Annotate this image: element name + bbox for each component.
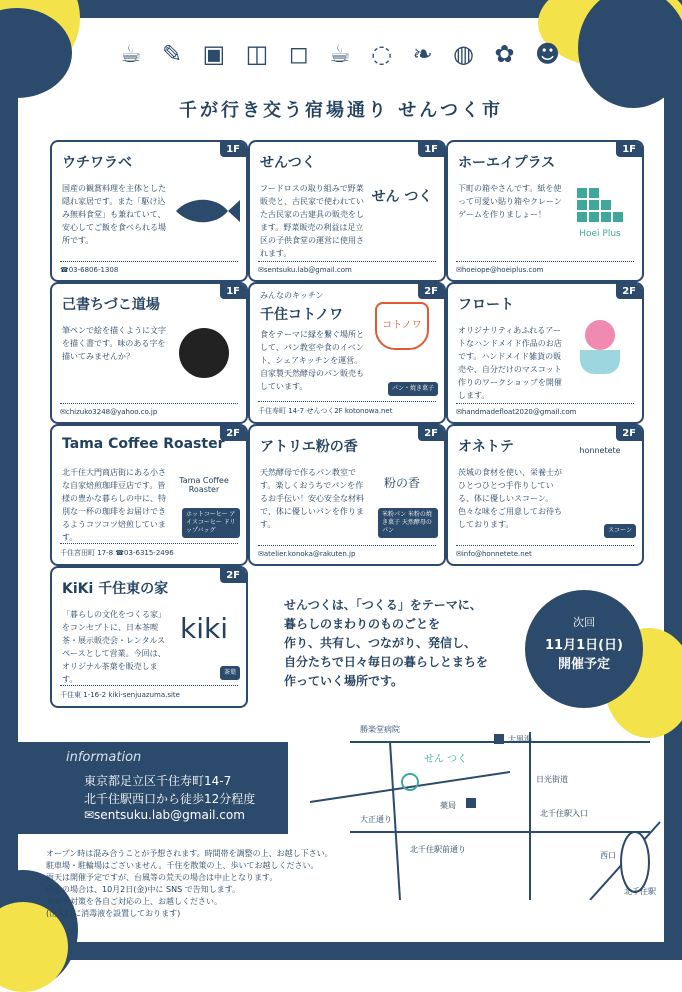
floor-badge: 2F [418,284,444,299]
tagline-line: 暮らしのまわりのものごとを [284,617,441,631]
notes [46,848,446,920]
calligraphy-icon [172,328,236,388]
note-line: コロナ対策を各自ご対応の上、お越しください。 [46,897,222,906]
shop-contact: ✉sentsuku.lab@gmail.com [258,261,436,274]
next-label: 次回 [573,616,595,629]
fish-icon: ❧ [412,40,433,68]
blue-blob [578,0,682,108]
shop-contact: ✉info@honnetete.net [456,545,634,558]
shop-name: ウチワラベ [62,155,132,171]
shop-description: フードロスの取り組みで野菜販売と、古民家で使われていた古民家の古建具の販売をします。野菜販売の利益は足立区の子供食堂の運営に使用されます。 [260,184,364,258]
info-access: 北千住駅西口から徒歩12分程度 [84,792,256,806]
floor-badge: 2F [616,284,642,299]
pot-icon: ◍ [453,40,474,68]
jar-icon: ◻ [288,40,309,68]
shop-card-hoeiplus [446,140,644,282]
next-status: 開催予定 [557,657,610,672]
shop-logo: せん つく [371,189,433,205]
note-line: (出入口に消毒液を設置しております) [46,909,181,918]
shop-card-konoka [248,424,446,566]
shop-name: ホーエイプラス [458,155,556,171]
next-event-badge [525,590,643,708]
floor-badge: 2F [220,426,246,441]
shop-description: 食をテーマに縁を繋ぐ場所として、パン教室や食のイベント、シェアキッチンを運営。自家製天然酵母のパン販売もしています。 [260,330,364,391]
tagline-line: 作っていく場所です。 [284,674,404,688]
shop-logo: kiki [180,612,228,645]
shop-name: アトリエ粉の香 [260,439,358,455]
shop-name: オネトテ [458,439,514,455]
map-label: 北千住駅入口 [540,809,588,818]
teapot-icon: ☕ [329,40,351,68]
box-icon: ▣ [202,40,226,68]
shop-description: 天然酵母で作るパン教室です。楽しくおうちでパンを作るお手伝い！安心安全な材料で、体に優しいパンを作ります。 [260,468,364,529]
shop-card-kotonowa [248,282,446,424]
tagline [284,596,488,691]
shop-name: 千住コトノワ [260,307,344,323]
floor-badge: 1F [616,142,642,157]
shop-description: 北千住大門商店街にある小さな自家焙煎珈琲豆店です。皆様の豊かな暮らしの中に、特別な一杯の珈琲をお届けできるようコツコツ焙煎しています。 [62,468,166,542]
shop-description: 下町の箱やさんです。紙を使って可愛い貼り箱やクレーンゲームを作りましょー！ [458,184,562,219]
map-label: 北千住駅前通り [410,845,466,854]
shop-description: 茨城の食材を使い、栄養士がひとつひとつ手作りしている、体に優しいスコーン。色々な味をご用意してお待ちしております。 [458,468,562,529]
shop-card-float [446,282,644,424]
shop-description: 「暮らしの文化をつくる家」をコンセプトに、日本茶喫茶・展示販売会・レンタルスペースとして営業。今回は、オリジナル茶葉を販売します。 [62,610,166,684]
shop-card-kiki [50,566,248,708]
bread-icon: ◫ [245,40,269,68]
next-date: 11月1日(日) [544,638,624,653]
icon-row [120,40,560,68]
floor-badge: 2F [220,568,246,583]
note-line: オープン時は混み合うことが予想されます。時間帯を調整の上、お越し下さい。 [46,849,333,858]
map-label: 勝楽堂病院 [360,725,400,734]
shop-logo: 粉の香 [383,476,420,490]
tagline-line: 自分たちで日々毎日の暮らしとまちを [284,655,488,669]
shop-card-chizuko [50,282,248,424]
shop-name: KiKi 千住東の家 [62,581,169,597]
shop-description: 国産の観賞料理を主体とした隠れ家居です。また「駆け込み無料食堂」も兼ねていて、安心してご飯を食べられる場所です。 [62,184,166,245]
floor-badge: 1F [220,284,246,299]
shop-card-tama-coffee [50,424,248,566]
shop-subtitle: みんなのキッチン [260,291,324,300]
note-line: 雨天は開催予定ですが、台風等の荒天の場合は中止となります。 [46,873,278,882]
shop-name: せんつく [260,155,316,171]
info-heading: information [66,750,142,765]
shop-logo [568,186,632,246]
cup-icon: ☕ [120,40,142,68]
product-badge: スコーン [604,524,636,538]
shop-name: 己書ちづこ道場 [62,297,160,313]
map-label: 北千住駅 [624,887,656,896]
float-drink-icon [568,320,632,380]
product-badge: ホットコーヒー アイスコーヒー ドリップバッグ [182,508,240,538]
shop-description: 筆ペンで絵を描くように文字を描く書です。味のある字を描いてみませんか？ [62,326,166,361]
floor-badge: 2F [616,426,642,441]
map-label: 薬局 [440,801,456,810]
shop-contact: ✉chizuko3248@yahoo.co.jp [60,403,238,416]
vegetable-icon: ✿ [494,40,515,68]
shop-name: Tama Coffee Roaster [62,436,225,452]
info-email: ✉sentsuku.lab@gmail.com [84,808,245,822]
shop-contact: 千住宮田町 17-8 ☎03-6315-2496 [60,543,238,558]
product-badge: パン・焼き菓子 [388,382,438,396]
poster-title: 千が行き交う宿場通り せんつく市 [179,100,503,121]
shop-name: フロート [458,297,514,313]
floor-badge: 1F [220,142,246,157]
pen-icon: ✎ [161,40,183,68]
shop-contact: ✉handmadefloat2020@gmail.com [456,403,634,416]
shop-contact: ✉atelier.konoka@rakuten.jp [258,545,436,558]
floor-badge: 1F [418,142,444,157]
logo-text: Hoei Plus [579,229,621,239]
map-label: せん つく [424,754,468,765]
shop-logo: honnetete [579,446,621,455]
map-label: 大正通り [360,815,392,824]
tagline-line: せんつくは、「つくる」をテーマに、 [284,598,482,612]
shop-description: オリジナリティあふれるアートなハンドメイド作品のお店です。ハンドメイド雑貨の販売や、自分だけのマスコット作りのワークショップを開催します。 [458,326,562,400]
shop-contact: 千住寿町 14-7 せんつく2F kotonowa.net [258,401,436,416]
tagline-line: 作り、共有し、つながり、発信し、 [284,636,477,650]
note-line: 駐車場・駐輪場はございません。千住を散策の上、歩いてお越しください。 [46,861,319,870]
shop-contact: ☎03-6806-1308 [60,261,238,274]
shop-contact: ✉hoeiope@hoeiplus.com [456,261,634,274]
product-badge: 茶葉 [220,666,240,680]
fish-icon [172,194,236,254]
shop-card-honnetete [446,424,644,566]
shop-card-sentsuku [248,140,446,282]
figure-icon: ☻ [534,40,560,68]
info-address: 東京都足立区千住寿町14-7 [84,774,232,788]
map-label: 日光街道 [536,775,568,784]
shop-card-uchiwarabe [50,140,248,282]
map-label: 西口 [600,851,616,860]
product-badge: 米粉パン 米粉の焼き菓子 天然酵母のパン [378,508,438,538]
logo-text: コトノワ [375,302,429,350]
shop-contact: 千住東 1-16-2 kiki-senjuazuma.site [60,685,238,700]
information-panel [18,742,288,834]
floor-badge: 2F [418,426,444,441]
shop-logo [370,302,434,362]
map-label: 大黒湯 [508,735,532,744]
note-line: 中止の場合は、10月2日(金)中に SNS で告知します。 [46,885,241,894]
shop-logo: Tama Coffee Roaster [179,476,229,494]
loaf-icon: ◌ [371,40,393,68]
